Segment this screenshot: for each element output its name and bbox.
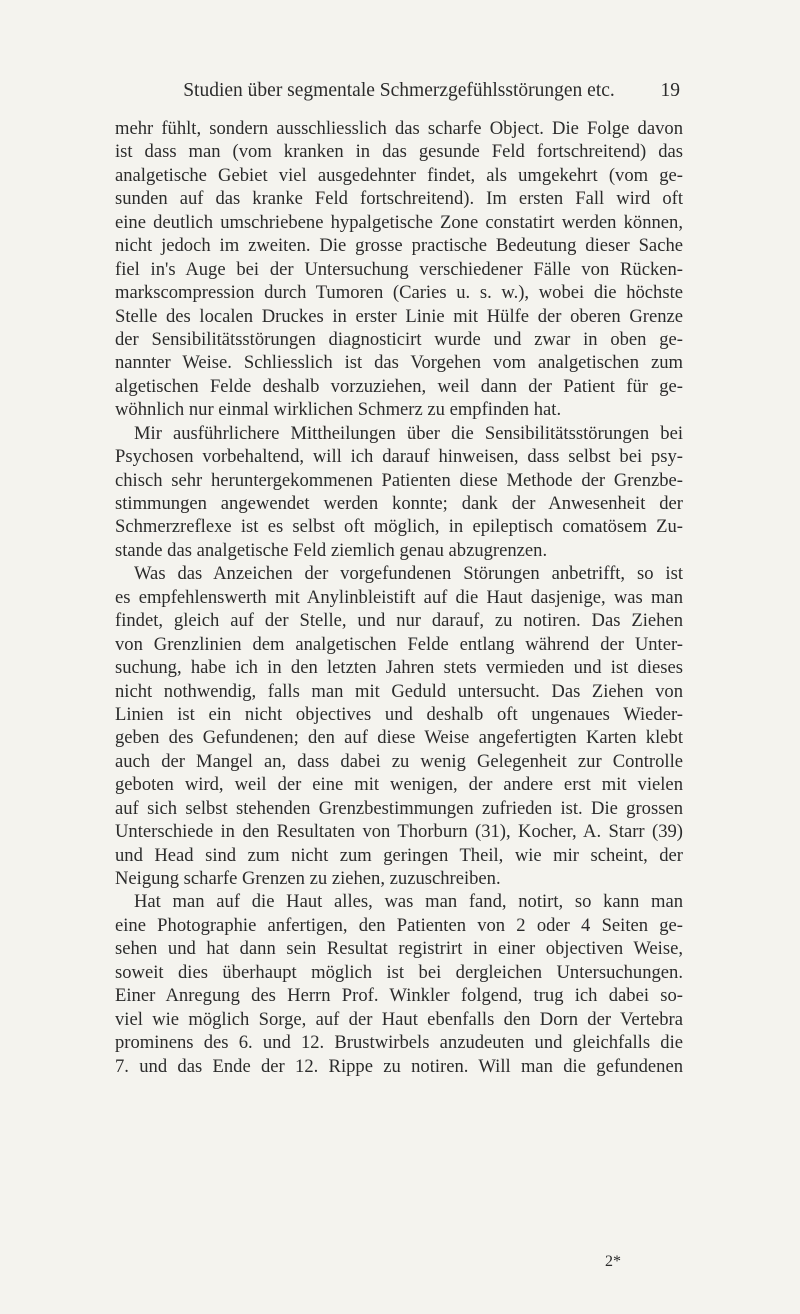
text-line: Linien ist ein nicht objectives und deshalb oft ungenaues Wieder-: [115, 703, 683, 725]
text-line: nannter Weise. Schliesslich ist das Vorgehen vom analgetischen zum: [115, 352, 683, 374]
text-line: sunden auf das kranke Feld fortschreitend). Im ersten Fall wird oft: [115, 188, 683, 210]
text-line: auf sich selbst stehenden Grenzbestimmungen zufrieden ist. Die grossen: [115, 797, 683, 819]
text-line: fiel in's Auge bei der Untersuchung verschiedener Fälle von Rücken-: [115, 258, 683, 280]
text-line: Stelle des localen Druckes in erster Linie mit Hülfe der oberen Grenze: [115, 305, 683, 327]
running-head: [118, 80, 680, 110]
text-line: nicht jedoch im zweiten. Die grosse practische Bedeutung dieser Sache: [115, 235, 683, 257]
text-line: eine Photographie anfertigen, den Patienten von 2 oder 4 Seiten ge-: [115, 914, 683, 936]
text-line: prominens des 6. und 12. Brustwirbels anzudeuten und gleichfalls die: [115, 1032, 683, 1054]
text-line: Was das Anzeichen der vorgefundenen Störungen anbetrifft, so ist: [134, 563, 683, 585]
signature-mark: 2*: [605, 1253, 621, 1270]
page-number: 19: [660, 80, 680, 101]
text-line: der Sensibilitätsstörungen diagnosticirt wurde und zwar in oben ge-: [115, 328, 683, 350]
text-line: Einer Anregung des Herrn Prof. Winkler folgend, trug ich dabei so-: [115, 985, 683, 1007]
text-line: soweit dies überhaupt möglich ist bei dergleichen Untersuchungen.: [115, 961, 683, 983]
text-line: wöhnlich nur einmal wirklichen Schmerz zu empfinden hat.: [115, 399, 562, 421]
text-line: Hat man auf die Haut alles, was man fand, notirt, so kann man: [134, 891, 683, 913]
text-line: chisch sehr heruntergekommenen Patienten diese Methode der Grenzbe-: [115, 469, 683, 491]
text-line: suchung, habe ich in den letzten Jahren stets vermieden und ist dieses: [115, 657, 683, 679]
text-line: geboten wird, weil der eine mit wenigen, der andere erst mit vielen: [115, 774, 683, 796]
text-line: eine deutlich umschriebene hypalgetische Zone constatirt werden können,: [115, 211, 683, 233]
body-text: [115, 117, 683, 1078]
text-line: es empfehlenswerth mit Anylinbleistift auf die Haut dasjenige, was man: [115, 586, 683, 608]
text-line: auch der Mangel an, dass dabei zu wenig Gelegenheit zur Controlle: [115, 750, 683, 772]
text-line: stimmungen angewendet werden konnte; dank der Anwesenheit der: [115, 493, 683, 514]
text-line: stande das analgetische Feld ziemlich genau abzugrenzen.: [115, 539, 548, 561]
text-line: sehen und hat dann sein Resultat registrirt in einer objectiven Weise,: [115, 938, 683, 960]
text-line: algetischen Felde deshalb vorzuziehen, weil dann der Patient für ge-: [115, 375, 683, 397]
text-line: viel wie möglich Sorge, auf der Haut ebenfalls den Dorn der Vertebra: [115, 1008, 683, 1030]
text-line: Neigung scharfe Grenzen zu ziehen, zuzuschreiben.: [115, 868, 501, 889]
text-line: geben des Gefundenen; den auf diese Weise angefertigten Karten klebt: [115, 727, 683, 749]
text-line: mehr fühlt, sondern ausschliesslich das scharfe Object. Die Folge davon: [115, 118, 683, 139]
text-line: von Grenzlinien dem analgetischen Felde entlang während der Unter-: [115, 633, 683, 655]
text-line: Schmerzreflexe ist es selbst oft möglich, in epileptisch comatösem Zu-: [115, 516, 683, 538]
text-line: ist dass man (vom kranken in das gesunde Feld fortschreitend) das: [115, 141, 683, 163]
running-title: Studien über segmentale Schmerzgefühlsstörungen etc.: [183, 80, 615, 101]
text-line: findet, gleich auf der Stelle, und nur darauf, zu notiren. Das Ziehen: [115, 610, 683, 632]
text-line: nicht nothwendig, falls man mit Geduld untersucht. Das Ziehen von: [115, 680, 683, 702]
text-line: markscompression durch Tumoren (Caries u. s. w.), wobei die höchste: [115, 282, 683, 304]
text-line: 7. und das Ende der 12. Rippe zu notiren. Will man die gefundenen: [115, 1055, 683, 1077]
text-line: Psychosen vorbehaltend, will ich darauf hinweisen, dass selbst bei psy-: [115, 446, 683, 468]
text-line: und Head sind zum nicht zum geringen Theil, wie mir scheint, der: [115, 844, 683, 866]
text-line: Unterschiede in den Resultaten von Thorburn (31), Kocher, A. Starr (39): [115, 821, 683, 843]
text-line: analgetische Gebiet viel ausgedehnter findet, als umgekehrt (vom ge-: [115, 164, 683, 186]
text-line: Mir ausführlichere Mittheilungen über die Sensibilitätsstörungen bei: [134, 422, 683, 444]
